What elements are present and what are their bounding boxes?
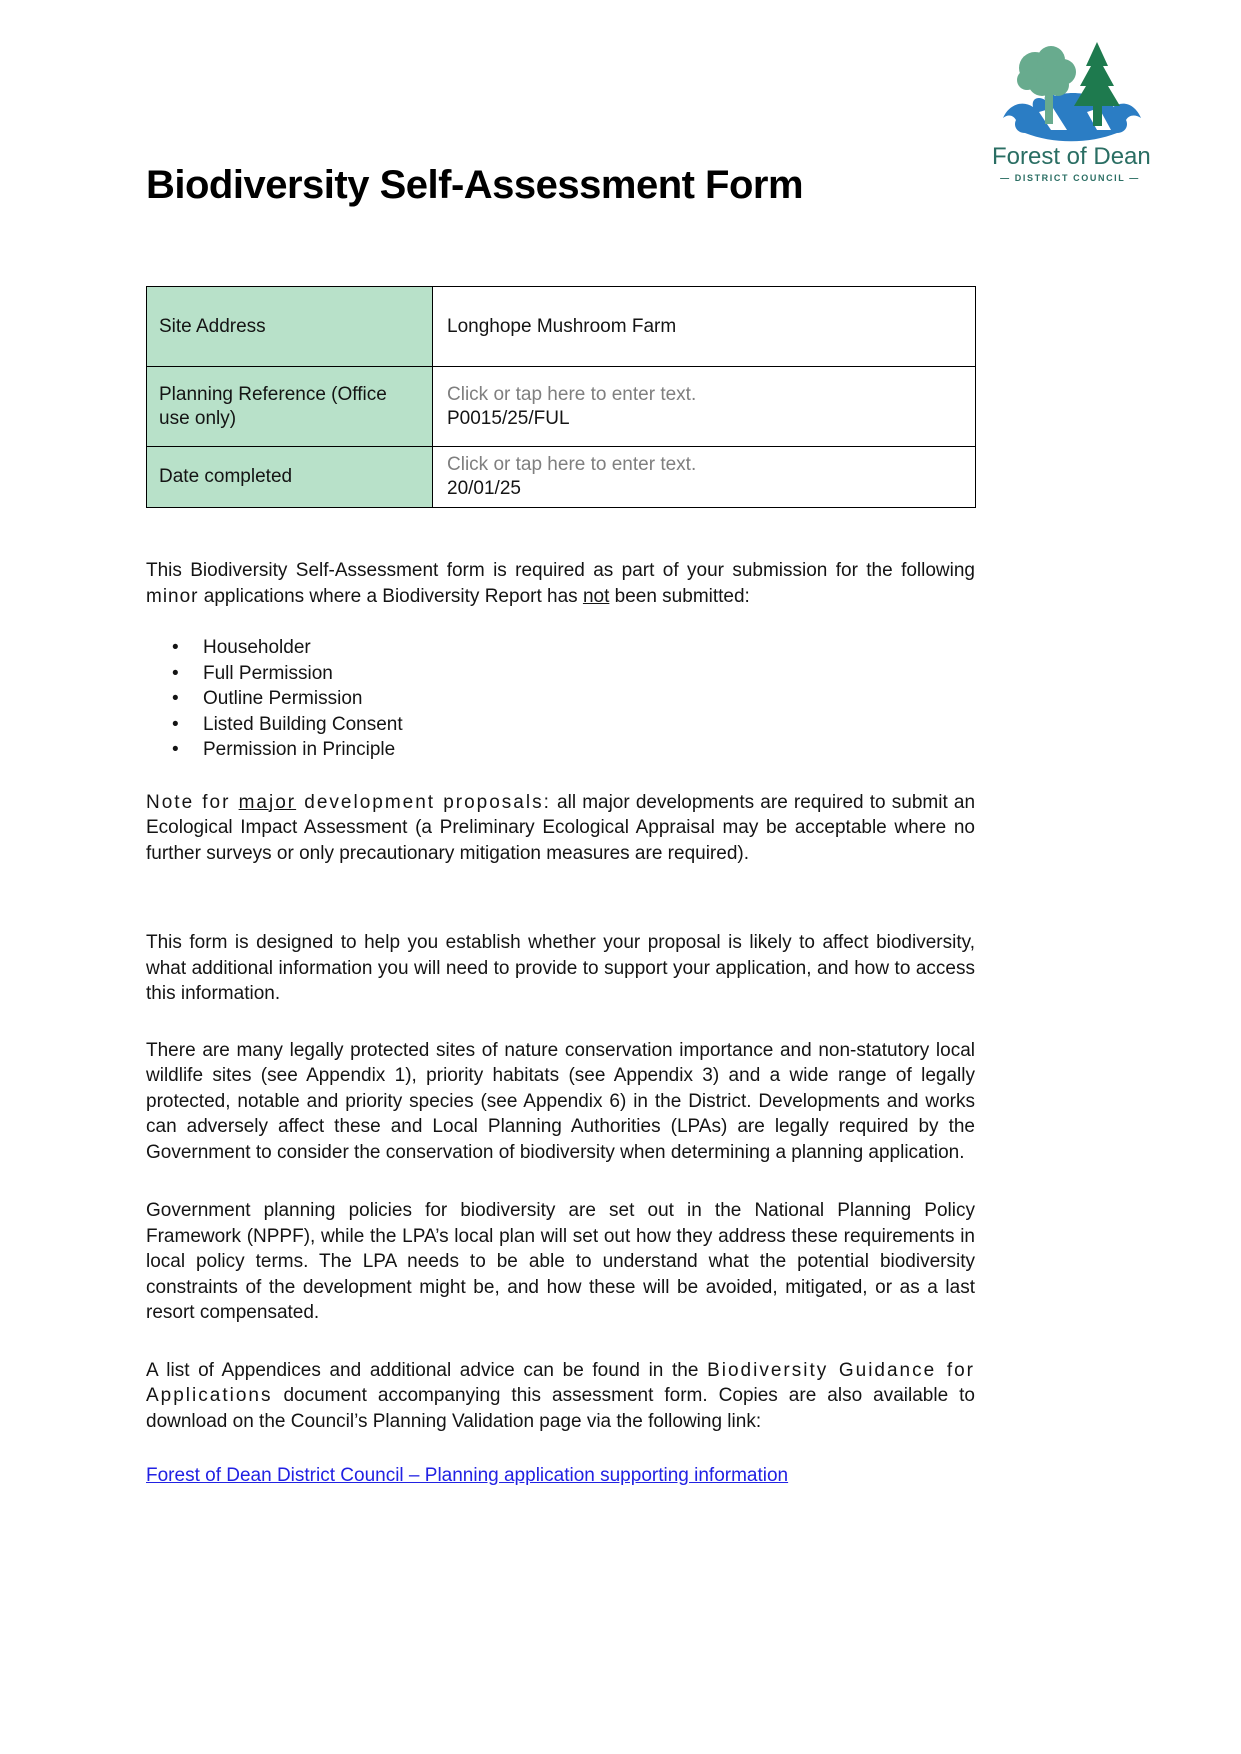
logo-org-name: Forest of Dean bbox=[992, 143, 1151, 170]
supporting-info-link[interactable]: Forest of Dean District Council – Planning application supporting information bbox=[146, 1465, 789, 1486]
list-item-label: Outline Permission bbox=[203, 688, 363, 709]
appendices-text: A list of Appendices and additional advice can be found in the bbox=[146, 1359, 708, 1381]
list-item bbox=[146, 661, 975, 687]
water-swoosh bbox=[1003, 93, 1141, 141]
list-item-label: Householder bbox=[203, 637, 311, 658]
policy-paragraph: Government planning policies for biodiversity are set out in the National Planning Policy Framework (NPPF), while the LPA’s local plan will set out how they address these requirements in local policy terms. The LPA needs to be able to understand what the potential biodiversity constraints of the development might be, and how these will be avoided, mitigated, or as a last resort compensated. bbox=[146, 1200, 975, 1323]
note-major-underlined: major bbox=[238, 791, 297, 813]
field-value: 20/01/25 bbox=[447, 478, 521, 499]
list-item-label: Full Permission bbox=[203, 662, 333, 684]
placeholder-text: Click or tap here to enter text. bbox=[447, 454, 697, 475]
row-label-date-completed: Date completed bbox=[147, 447, 433, 508]
design-paragraph: This form is designed to help you establish whether your proposal is likely to affect biodiversity, what additional information you will need to provide to support your application, and how to access this information. bbox=[146, 932, 975, 1004]
application-types-list bbox=[146, 635, 975, 763]
table-row-date-completed bbox=[147, 447, 976, 508]
table-row-site-address bbox=[147, 287, 976, 367]
intro-text: This Biodiversity Self-Assessment form is required as part of your submission for the following bbox=[146, 560, 975, 581]
note-paragraph bbox=[146, 790, 975, 867]
field-site-address[interactable] bbox=[433, 287, 976, 367]
appendices-text: document accompanying this assessment form. Copies are also available to download on the Council’s Planning Validation page via the following link: bbox=[146, 1385, 975, 1432]
table-row-planning-reference bbox=[147, 367, 976, 447]
intro-text: applications where a Biodiversity Report has bbox=[198, 585, 583, 607]
row-label-site-address: Site Address bbox=[147, 287, 433, 367]
site-info-table bbox=[146, 286, 976, 508]
intro-not-underlined: not bbox=[582, 585, 610, 607]
page-title: Biodiversity Self-Assessment Form bbox=[146, 163, 804, 207]
appendices-guidance-emphasis: Biodiversity Guidance for Applications bbox=[146, 1359, 976, 1406]
placeholder-text: Click or tap here to enter text. bbox=[447, 383, 697, 405]
logo-graphic bbox=[995, 34, 1145, 142]
appendices-paragraph bbox=[146, 1358, 975, 1435]
intro-paragraph bbox=[146, 558, 975, 609]
protected-sites-paragraph: There are many legally protected sites of nature conservation importance and non-statutory local wildlife sites (see Appendix 1), priority habitats (see Appendix 3) and a wide range of legally protected, notable and priority species (see Appendix 6) in the District. Developments and works can adversely affect these and Local Planning Authorities (LPAs) are legally required by the Government to consider the conservation of biodiversity when determining a planning application. bbox=[146, 1039, 975, 1163]
intro-text: been submitted: bbox=[609, 585, 750, 607]
list-item-label: Permission in Principle bbox=[203, 739, 396, 760]
field-planning-reference[interactable] bbox=[433, 367, 976, 447]
field-date-completed[interactable] bbox=[433, 447, 976, 508]
list-item bbox=[146, 686, 975, 712]
row-label-planning-reference: Planning Reference (Office use only) bbox=[147, 367, 433, 447]
note-lead: development proposals: bbox=[296, 791, 551, 813]
document-content bbox=[146, 0, 975, 1489]
field-value: P0015/25/FUL bbox=[447, 407, 570, 429]
field-value: Longhope Mushroom Farm bbox=[447, 315, 677, 337]
note-text: all major developments are required to submit an Ecological Impact Assessment (a Preliminary Ecological Appraisal may be acceptable where no further surveys or only precautionary mitigation measures are required). bbox=[146, 791, 976, 864]
list-item bbox=[146, 737, 975, 763]
list-item bbox=[146, 635, 975, 661]
note-lead: Note for bbox=[146, 791, 239, 813]
council-logo bbox=[992, 34, 1151, 184]
list-item-label: Listed Building Consent bbox=[203, 713, 403, 735]
list-item bbox=[146, 712, 975, 738]
logo-org-subtitle: — DISTRICT COUNCIL — bbox=[1000, 173, 1140, 184]
link-line bbox=[146, 1463, 975, 1489]
intro-minor-emphasis: minor bbox=[146, 585, 199, 607]
